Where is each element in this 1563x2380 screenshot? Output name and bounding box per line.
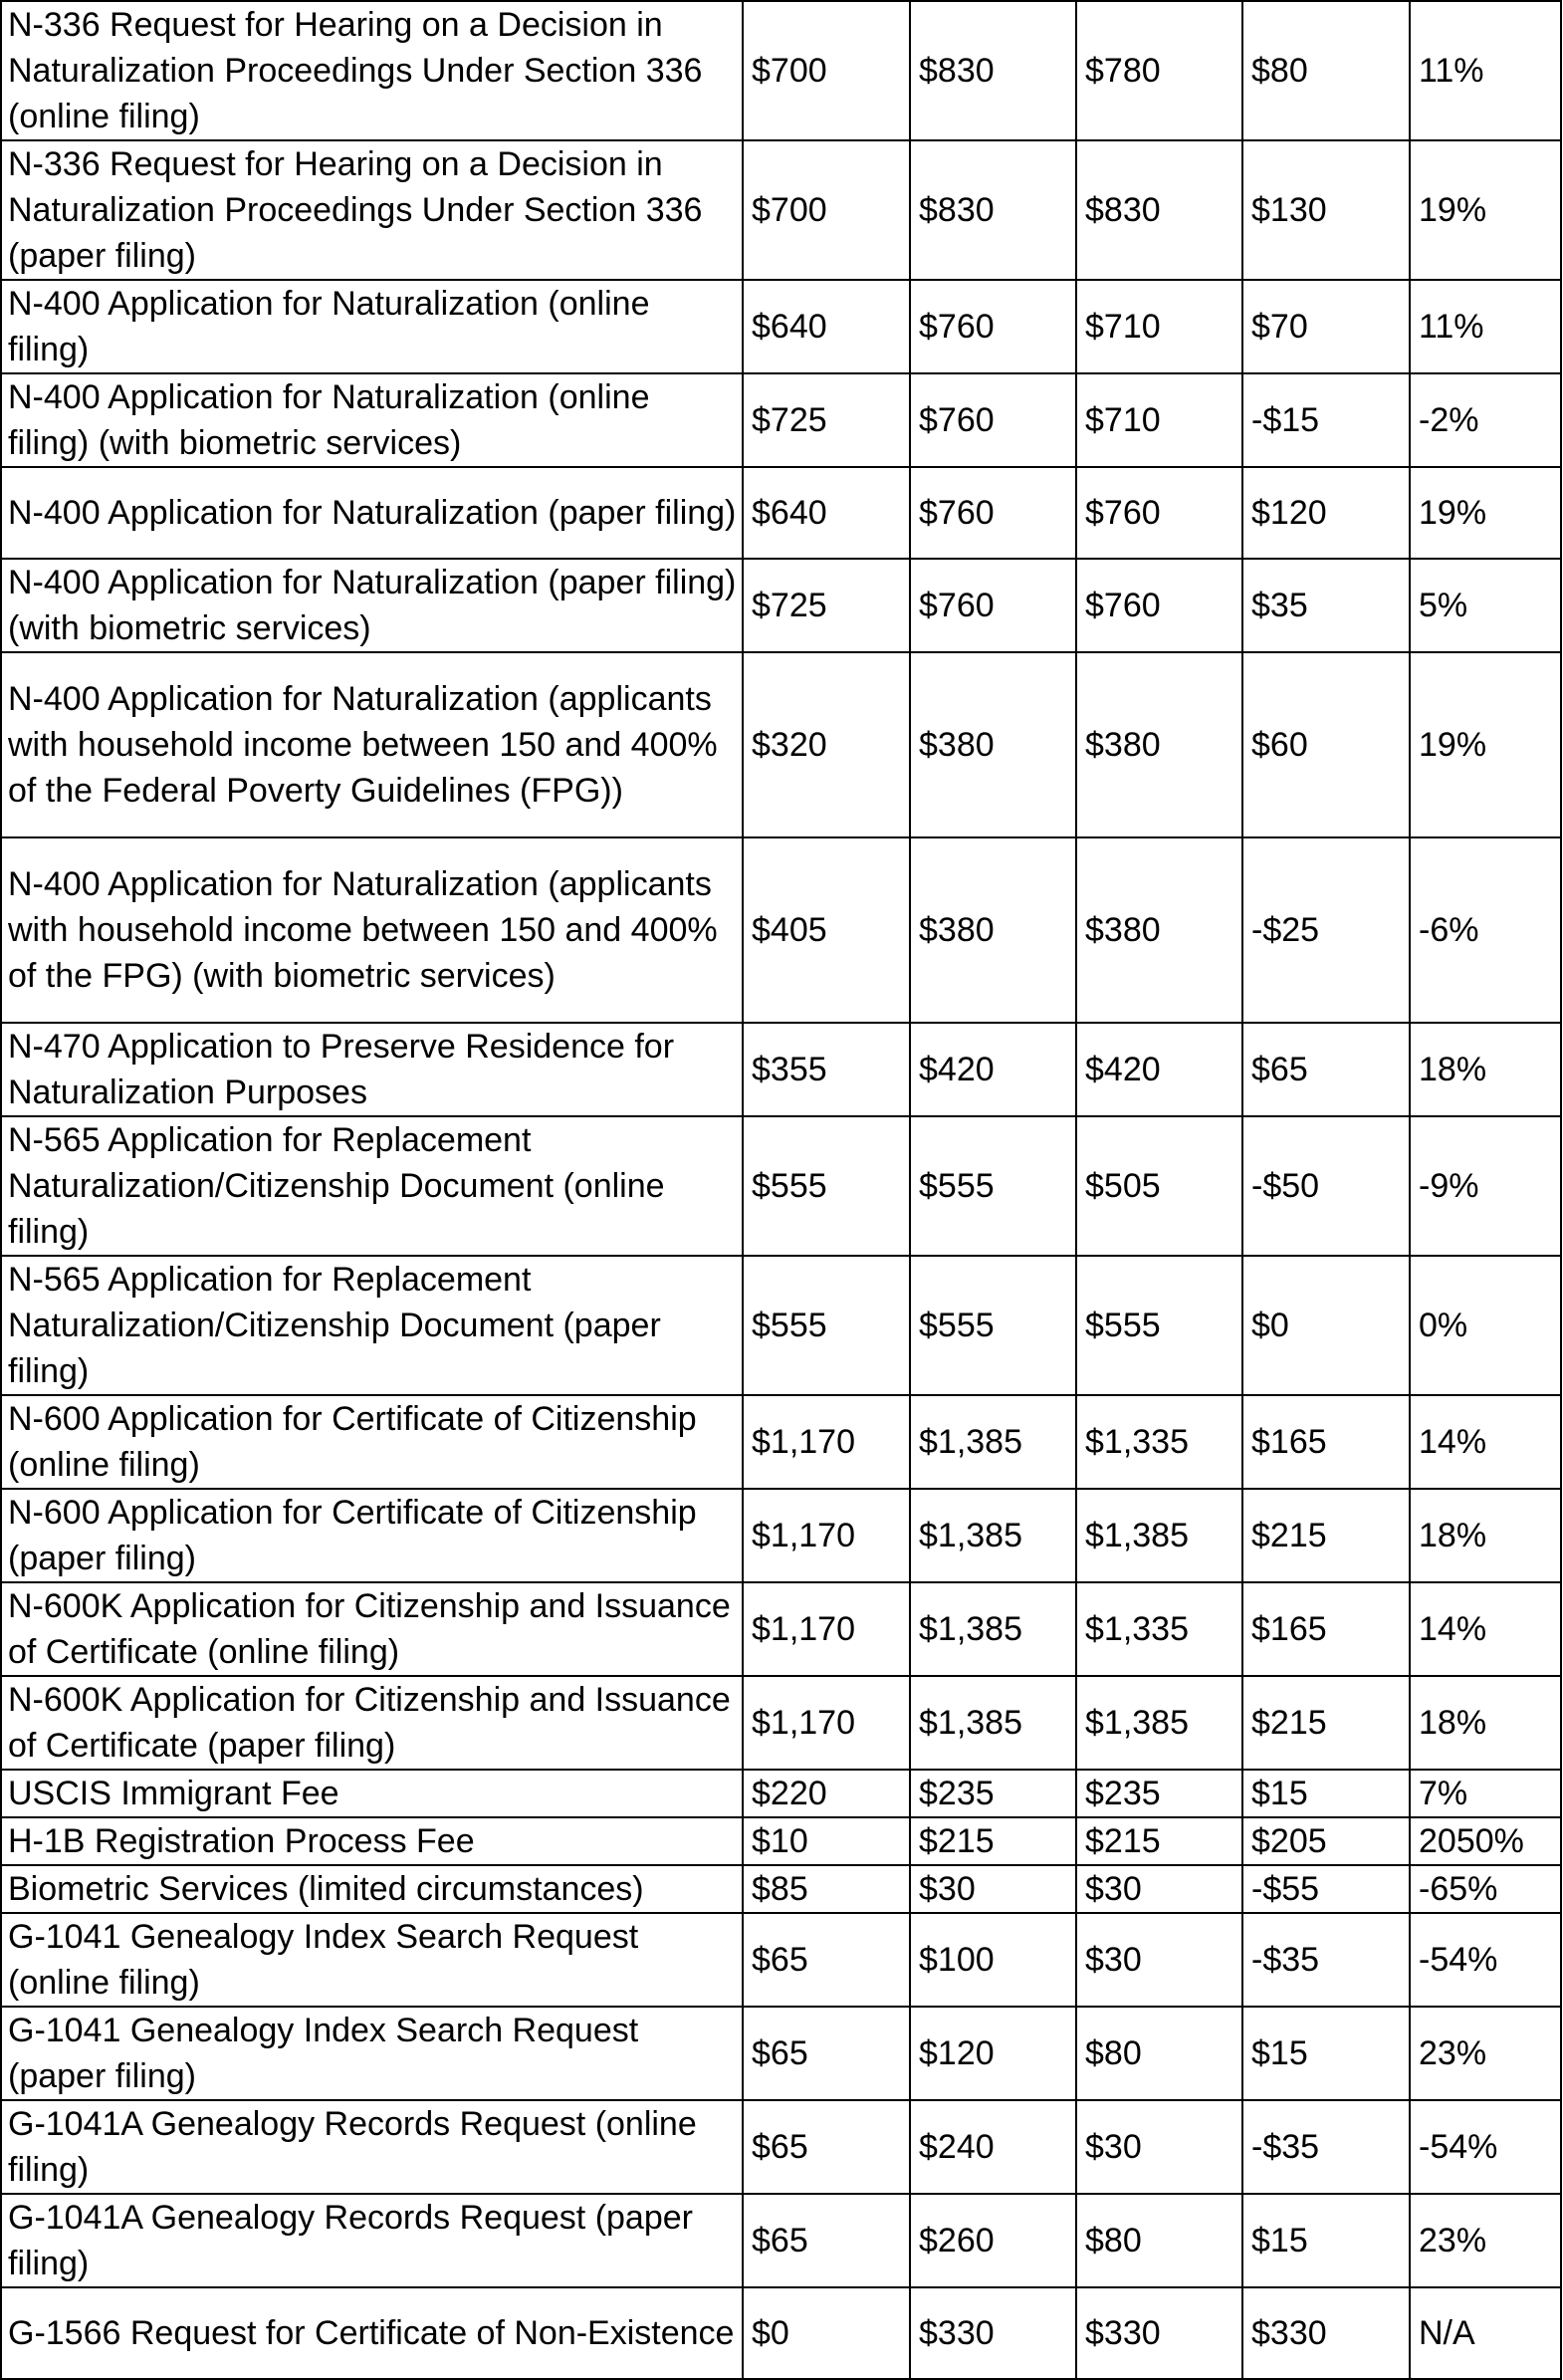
proposed-fee-cell: $760: [910, 559, 1076, 652]
table-row: [1, 467, 1561, 559]
proposed-fee-cell: $1,385: [910, 1676, 1076, 1770]
percent-change-cell: -65%: [1410, 1865, 1561, 1913]
table-row: [1, 2287, 1561, 2379]
percent-change-cell: 18%: [1410, 1489, 1561, 1582]
final-fee-cell: $555: [1076, 1256, 1242, 1395]
current-fee-cell: $1,170: [743, 1489, 910, 1582]
fee-change-cell: -$35: [1242, 1913, 1410, 2007]
percent-change-cell: 11%: [1410, 280, 1561, 373]
table-row: [1, 1116, 1561, 1256]
fee-change-cell: -$15: [1242, 373, 1410, 467]
form-name-cell: N-600 Application for Certificate of Citizenship (paper filing): [1, 1489, 743, 1582]
fee-table-body: [1, 1, 1561, 2379]
final-fee-cell: $1,335: [1076, 1395, 1242, 1489]
fee-change-cell: $15: [1242, 2007, 1410, 2100]
proposed-fee-cell: $240: [910, 2100, 1076, 2194]
final-fee-cell: $1,385: [1076, 1676, 1242, 1770]
final-fee-cell: $80: [1076, 2007, 1242, 2100]
percent-change-cell: -54%: [1410, 1913, 1561, 2007]
table-row: [1, 2100, 1561, 2194]
current-fee-cell: $700: [743, 140, 910, 280]
current-fee-cell: $405: [743, 837, 910, 1023]
proposed-fee-cell: $760: [910, 280, 1076, 373]
fee-change-cell: -$50: [1242, 1116, 1410, 1256]
final-fee-cell: $1,335: [1076, 1582, 1242, 1676]
current-fee-cell: $10: [743, 1817, 910, 1865]
table-row: [1, 2194, 1561, 2287]
percent-change-cell: 18%: [1410, 1676, 1561, 1770]
current-fee-cell: $220: [743, 1770, 910, 1817]
fee-change-cell: $165: [1242, 1395, 1410, 1489]
table-row: [1, 2007, 1561, 2100]
percent-change-cell: 14%: [1410, 1582, 1561, 1676]
final-fee-cell: $420: [1076, 1023, 1242, 1116]
proposed-fee-cell: $420: [910, 1023, 1076, 1116]
final-fee-cell: $30: [1076, 2100, 1242, 2194]
form-name-cell: N-400 Application for Naturalization (paper filing): [1, 467, 743, 559]
fee-change-cell: -$35: [1242, 2100, 1410, 2194]
form-name-cell: N-400 Application for Naturalization (online filing) (with biometric services): [1, 373, 743, 467]
fee-change-cell: $15: [1242, 1770, 1410, 1817]
table-row: [1, 1489, 1561, 1582]
current-fee-cell: $65: [743, 2100, 910, 2194]
percent-change-cell: 19%: [1410, 140, 1561, 280]
proposed-fee-cell: $260: [910, 2194, 1076, 2287]
form-name-cell: N-470 Application to Preserve Residence for Naturalization Purposes: [1, 1023, 743, 1116]
proposed-fee-cell: $830: [910, 140, 1076, 280]
proposed-fee-cell: $555: [910, 1256, 1076, 1395]
table-row: [1, 1865, 1561, 1913]
percent-change-cell: 19%: [1410, 467, 1561, 559]
final-fee-cell: $505: [1076, 1116, 1242, 1256]
percent-change-cell: 5%: [1410, 559, 1561, 652]
percent-change-cell: 2050%: [1410, 1817, 1561, 1865]
percent-change-cell: 7%: [1410, 1770, 1561, 1817]
percent-change-cell: 23%: [1410, 2007, 1561, 2100]
current-fee-cell: $1,170: [743, 1582, 910, 1676]
form-name-cell: G-1566 Request for Certificate of Non-Existence: [1, 2287, 743, 2379]
final-fee-cell: $760: [1076, 559, 1242, 652]
form-name-cell: USCIS Immigrant Fee: [1, 1770, 743, 1817]
proposed-fee-cell: $120: [910, 2007, 1076, 2100]
fee-change-cell: $65: [1242, 1023, 1410, 1116]
final-fee-cell: $380: [1076, 837, 1242, 1023]
fee-change-cell: $80: [1242, 1, 1410, 140]
form-name-cell: N-600K Application for Citizenship and Issuance of Certificate (online filing): [1, 1582, 743, 1676]
percent-change-cell: -2%: [1410, 373, 1561, 467]
percent-change-cell: -6%: [1410, 837, 1561, 1023]
fee-change-cell: $205: [1242, 1817, 1410, 1865]
table-row: [1, 559, 1561, 652]
current-fee-cell: $65: [743, 2007, 910, 2100]
table-row: [1, 652, 1561, 837]
proposed-fee-cell: $235: [910, 1770, 1076, 1817]
proposed-fee-cell: $1,385: [910, 1395, 1076, 1489]
table-row: [1, 1913, 1561, 2007]
proposed-fee-cell: $330: [910, 2287, 1076, 2379]
current-fee-cell: $640: [743, 280, 910, 373]
fee-change-cell: $165: [1242, 1582, 1410, 1676]
form-name-cell: N-400 Application for Naturalization (applicants with household income between 150 and 400% of the Federal Poverty Guidelines (FPG)): [1, 652, 743, 837]
form-name-cell: N-565 Application for Replacement Naturalization/Citizenship Document (online filing): [1, 1116, 743, 1256]
final-fee-cell: $215: [1076, 1817, 1242, 1865]
form-name-cell: Biometric Services (limited circumstances): [1, 1865, 743, 1913]
proposed-fee-cell: $760: [910, 373, 1076, 467]
current-fee-cell: $65: [743, 2194, 910, 2287]
final-fee-cell: $30: [1076, 1865, 1242, 1913]
percent-change-cell: N/A: [1410, 2287, 1561, 2379]
form-name-cell: H-1B Registration Process Fee: [1, 1817, 743, 1865]
fee-change-cell: $35: [1242, 559, 1410, 652]
percent-change-cell: -9%: [1410, 1116, 1561, 1256]
percent-change-cell: 23%: [1410, 2194, 1561, 2287]
table-row: [1, 1676, 1561, 1770]
current-fee-cell: $85: [743, 1865, 910, 1913]
final-fee-cell: $830: [1076, 140, 1242, 280]
current-fee-cell: $1,170: [743, 1395, 910, 1489]
fee-change-cell: $70: [1242, 280, 1410, 373]
current-fee-cell: $65: [743, 1913, 910, 2007]
form-name-cell: G-1041 Genealogy Index Search Request (online filing): [1, 1913, 743, 2007]
proposed-fee-cell: $100: [910, 1913, 1076, 2007]
form-name-cell: N-600K Application for Citizenship and Issuance of Certificate (paper filing): [1, 1676, 743, 1770]
final-fee-cell: $330: [1076, 2287, 1242, 2379]
fee-change-cell: $15: [1242, 2194, 1410, 2287]
table-row: [1, 837, 1561, 1023]
form-name-cell: G-1041A Genealogy Records Request (paper filing): [1, 2194, 743, 2287]
proposed-fee-cell: $830: [910, 1, 1076, 140]
final-fee-cell: $710: [1076, 373, 1242, 467]
current-fee-cell: $725: [743, 559, 910, 652]
percent-change-cell: 11%: [1410, 1, 1561, 140]
percent-change-cell: 18%: [1410, 1023, 1561, 1116]
final-fee-cell: $710: [1076, 280, 1242, 373]
form-name-cell: N-336 Request for Hearing on a Decision in Naturalization Proceedings Under Section 336 (paper filing): [1, 140, 743, 280]
current-fee-cell: $640: [743, 467, 910, 559]
proposed-fee-cell: $30: [910, 1865, 1076, 1913]
table-row: [1, 140, 1561, 280]
table-row: [1, 1256, 1561, 1395]
form-name-cell: G-1041A Genealogy Records Request (online filing): [1, 2100, 743, 2194]
fee-change-cell: -$55: [1242, 1865, 1410, 1913]
table-row: [1, 373, 1561, 467]
fee-change-cell: $215: [1242, 1676, 1410, 1770]
final-fee-cell: $1,385: [1076, 1489, 1242, 1582]
proposed-fee-cell: $1,385: [910, 1582, 1076, 1676]
current-fee-cell: $1,170: [743, 1676, 910, 1770]
form-name-cell: N-565 Application for Replacement Naturalization/Citizenship Document (paper filing): [1, 1256, 743, 1395]
current-fee-cell: $725: [743, 373, 910, 467]
form-name-cell: G-1041 Genealogy Index Search Request (paper filing): [1, 2007, 743, 2100]
final-fee-cell: $760: [1076, 467, 1242, 559]
proposed-fee-cell: $1,385: [910, 1489, 1076, 1582]
current-fee-cell: $700: [743, 1, 910, 140]
table-row: [1, 1770, 1561, 1817]
current-fee-cell: $320: [743, 652, 910, 837]
fee-change-cell: $0: [1242, 1256, 1410, 1395]
final-fee-cell: $780: [1076, 1, 1242, 140]
fee-change-cell: $130: [1242, 140, 1410, 280]
form-name-cell: N-336 Request for Hearing on a Decision in Naturalization Proceedings Under Section 336 (online filing): [1, 1, 743, 140]
current-fee-cell: $355: [743, 1023, 910, 1116]
table-row: [1, 1817, 1561, 1865]
percent-change-cell: 19%: [1410, 652, 1561, 837]
final-fee-cell: $380: [1076, 652, 1242, 837]
proposed-fee-cell: $555: [910, 1116, 1076, 1256]
fee-change-cell: $120: [1242, 467, 1410, 559]
form-name-cell: N-400 Application for Naturalization (paper filing) (with biometric services): [1, 559, 743, 652]
form-name-cell: N-400 Application for Naturalization (applicants with household income between 150 and 400% of the FPG) (with biometric services): [1, 837, 743, 1023]
proposed-fee-cell: $380: [910, 837, 1076, 1023]
percent-change-cell: 0%: [1410, 1256, 1561, 1395]
fee-change-cell: $215: [1242, 1489, 1410, 1582]
table-row: [1, 1023, 1561, 1116]
final-fee-cell: $80: [1076, 2194, 1242, 2287]
fee-change-cell: $330: [1242, 2287, 1410, 2379]
percent-change-cell: -54%: [1410, 2100, 1561, 2194]
current-fee-cell: $555: [743, 1256, 910, 1395]
form-name-cell: N-400 Application for Naturalization (online filing): [1, 280, 743, 373]
table-row: [1, 280, 1561, 373]
proposed-fee-cell: $215: [910, 1817, 1076, 1865]
current-fee-cell: $0: [743, 2287, 910, 2379]
percent-change-cell: 14%: [1410, 1395, 1561, 1489]
proposed-fee-cell: $760: [910, 467, 1076, 559]
final-fee-cell: $235: [1076, 1770, 1242, 1817]
proposed-fee-cell: $380: [910, 652, 1076, 837]
table-row: [1, 1582, 1561, 1676]
current-fee-cell: $555: [743, 1116, 910, 1256]
fee-change-cell: -$25: [1242, 837, 1410, 1023]
form-name-cell: N-600 Application for Certificate of Citizenship (online filing): [1, 1395, 743, 1489]
table-row: [1, 1395, 1561, 1489]
fee-change-cell: $60: [1242, 652, 1410, 837]
final-fee-cell: $30: [1076, 1913, 1242, 2007]
table-row: [1, 1, 1561, 140]
